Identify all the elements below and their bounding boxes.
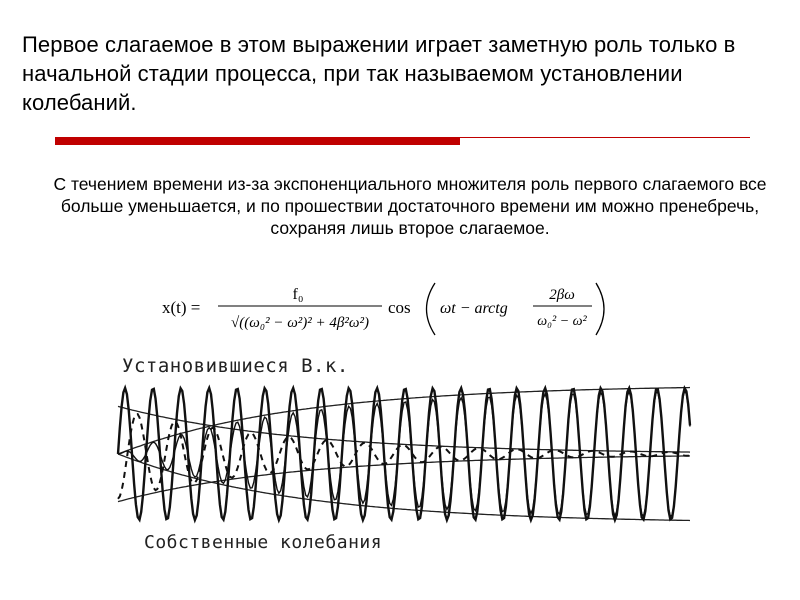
formula-argument: ωt − arctg [440, 300, 508, 317]
intro-paragraph: Первое слагаемое в этом выражении играет заметную роль только в начальной стадии процесса, при так называемом установлении колебаний. [22, 32, 736, 115]
accent-divider-thin [460, 137, 750, 138]
label-natural-oscillations: Собственные колебания [144, 532, 383, 553]
body-paragraph: С течением времени из-за экспоненциального множителя роль первого слагаемого все больше уменьшается, и по прошествии достаточного времени им можно пренебречь, сохраняя лишь второе слагаемое. [53, 174, 767, 238]
paren-left [427, 283, 436, 335]
formula-cos: cos [388, 298, 411, 317]
envelope-decay-bottom [118, 456, 690, 502]
formula-lhs: x(t) = [162, 298, 201, 317]
formula-frac2-denominator: ω₀² − ω² [537, 314, 587, 329]
paren-right [596, 283, 604, 335]
label-steady-oscillations: Установившиеся В.к. [122, 355, 349, 377]
formula [150, 275, 630, 343]
oscillation-figure [100, 348, 720, 560]
accent-divider-thick [55, 137, 460, 145]
formula-denominator: √((ω₀² − ω²)² + 4β²ω²) [231, 315, 369, 331]
resulting-oscillation-curve [118, 391, 690, 516]
formula-numerator: f₀ [292, 286, 304, 303]
formula-frac2-numerator: 2βω [549, 287, 575, 303]
